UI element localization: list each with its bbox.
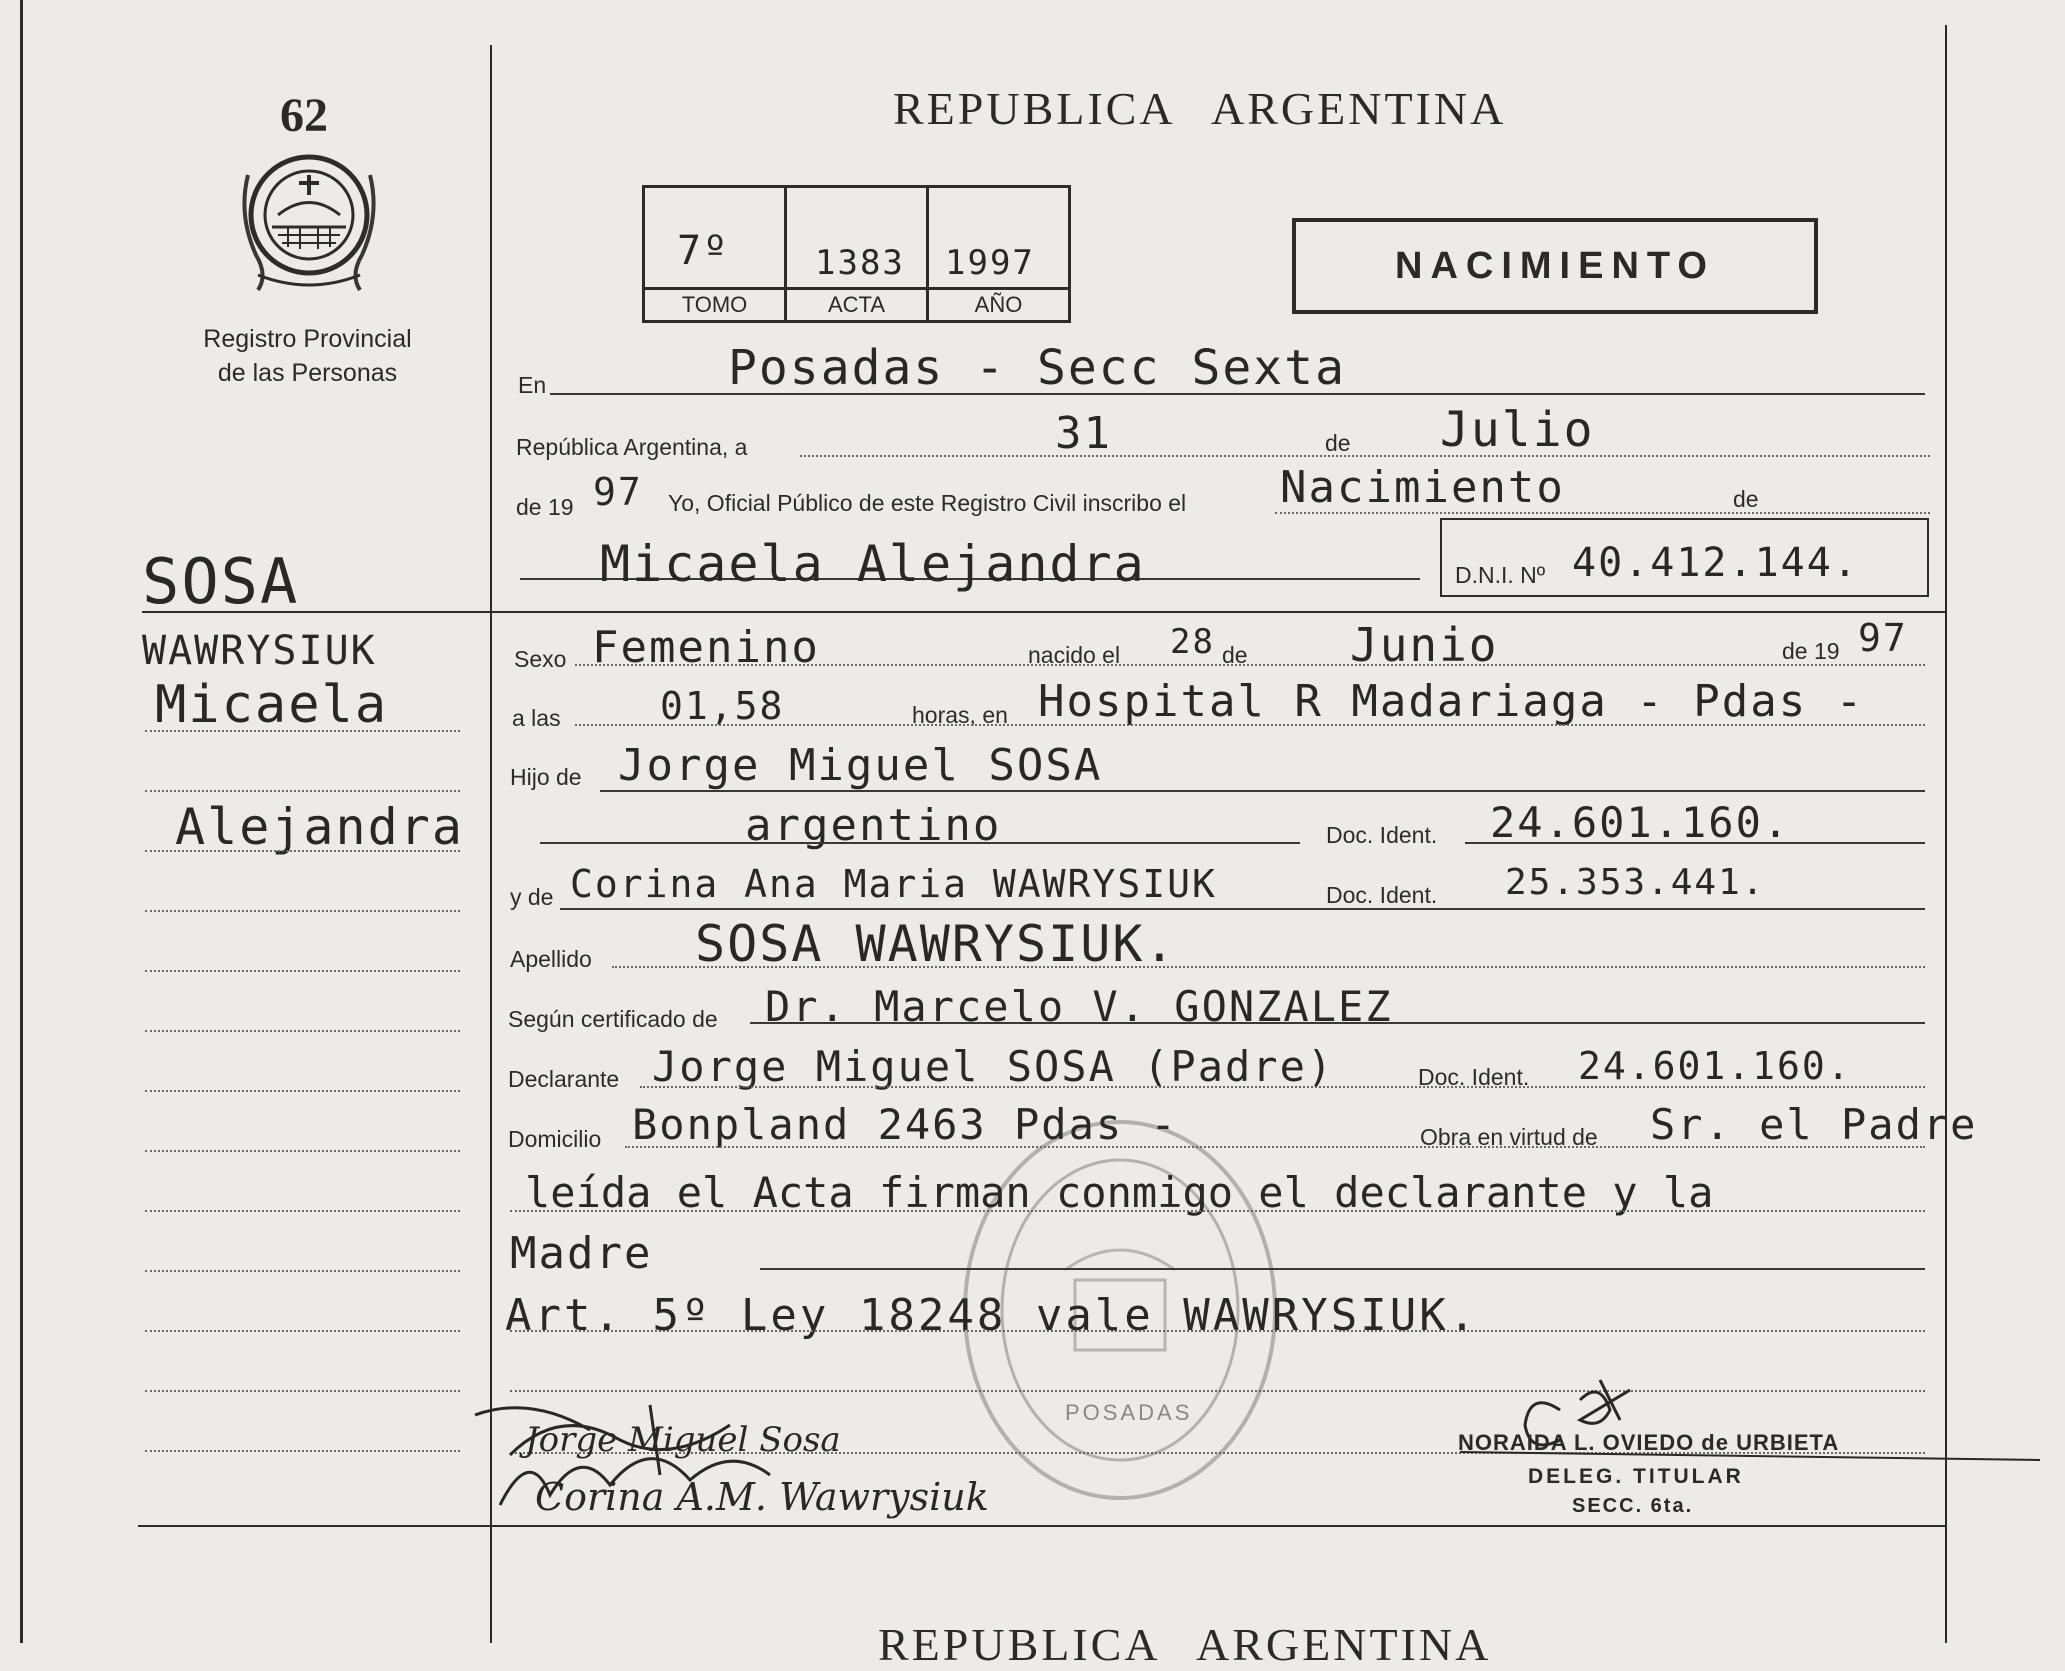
day-value: 31: [1055, 408, 1112, 459]
margin-line: [145, 1030, 460, 1032]
tomo-label: TOMO: [645, 287, 784, 320]
margin-line: [145, 790, 460, 792]
father-doc-line: [1465, 842, 1925, 844]
margin-middle-name: Alejandra: [175, 798, 464, 856]
header-divider: [142, 611, 1947, 613]
father-line: [600, 790, 1925, 792]
father-nationality: argentino: [745, 800, 1002, 851]
official-name: NORAIDA L. OVIEDO de URBIETA: [1458, 1430, 1840, 1455]
tomo-value: 7º: [677, 228, 730, 274]
sexo-label: Sexo: [514, 646, 567, 672]
record-end-divider: [138, 1525, 1945, 1527]
certificate-line: [750, 1022, 1925, 1024]
margin-surname-2: WAWRYSIUK: [142, 628, 377, 674]
margin-line: [145, 1210, 460, 1212]
obra-label: Obra en virtud de: [1420, 1124, 1598, 1150]
page-number: 62: [280, 89, 328, 142]
declarante-label: Declarante: [508, 1066, 620, 1092]
name-value: Micaela Alejandra: [600, 535, 1146, 593]
margin-line: [145, 1090, 460, 1092]
segun-label: Según certificado de: [508, 1006, 718, 1032]
declarante-line: [640, 1086, 1925, 1088]
horas-label: horas, en: [912, 702, 1008, 728]
hour-value: 01,58: [660, 684, 785, 728]
mother-line: [560, 908, 1925, 910]
record-box: [642, 185, 1071, 323]
en-label: En: [518, 372, 547, 398]
declarante-doc-value: 24.601.160.: [1578, 1044, 1852, 1088]
ano-value: 1997: [945, 243, 1035, 283]
margin-line: [145, 1330, 460, 1332]
obra-value: Sr. el Padre: [1650, 1100, 1978, 1149]
certificate-value: Dr. Marcelo V. GONZALEZ: [765, 982, 1393, 1031]
born-year-prefix: de 19: [1782, 638, 1840, 664]
margin-line: [145, 910, 460, 912]
ano-label: AÑO: [929, 287, 1068, 320]
signer-2: Corina A.M. Wawrysiuk: [535, 1475, 989, 1519]
signer-1: Jorge Miguel Sosa: [525, 1420, 841, 1460]
nationality-line: [540, 842, 1300, 844]
date-line: [800, 455, 1930, 457]
margin-line: [145, 1450, 460, 1452]
provincia-de-misiones-seal-icon: [238, 135, 380, 300]
margin-surname-1: SOSA: [142, 545, 300, 618]
mother-label: y de: [510, 884, 554, 910]
sexo-line: [575, 664, 1925, 666]
tomo-cell: [645, 188, 787, 320]
obs-line-3: [510, 1330, 1925, 1332]
en-value: Posadas - Secc Sexta: [728, 340, 1346, 396]
observations-line-2: Madre: [510, 1228, 653, 1279]
obs-line-2: [760, 1268, 1925, 1270]
de-label-3: de: [1222, 642, 1248, 668]
observations-line-3: Art. 5º Ley 18248 vale WAWRYSIUK.: [505, 1290, 1479, 1341]
doc-ident-label-3: Doc. Ident.: [1418, 1064, 1530, 1090]
year-value: 97: [593, 470, 643, 514]
month-value: Julio: [1440, 402, 1595, 458]
domicilio-label: Domicilio: [508, 1126, 602, 1152]
sexo-value: Femenino: [592, 622, 820, 673]
year-prefix-label: de 19: [516, 494, 574, 520]
born-year-value: 97: [1858, 616, 1908, 660]
margin-first-name: Micaela: [155, 675, 389, 735]
ano-cell: [929, 188, 1068, 320]
registry-name: [160, 322, 455, 390]
de-label-2: de: [1733, 486, 1759, 512]
margin-line: [145, 850, 460, 852]
acta-value: 1383: [815, 243, 905, 283]
margin-line: [145, 730, 460, 732]
dni-label: D.N.I. Nº: [1455, 562, 1546, 588]
apellido-value: SOSA WAWRYSIUK.: [695, 915, 1177, 973]
father-value: Jorge Miguel SOSA: [618, 740, 1103, 791]
father-doc-value: 24.601.160.: [1490, 798, 1791, 847]
document-type-box: [1292, 218, 1818, 314]
registry-line-1: Registro Provincial: [203, 325, 412, 353]
acta-label: ACTA: [787, 287, 926, 320]
stamp-city: POSADAS: [1065, 1400, 1193, 1425]
obs-line-1: [510, 1210, 1925, 1212]
official-title: DELEG. TITULAR: [1528, 1465, 1744, 1488]
declarante-value: Jorge Miguel SOSA (Padre): [652, 1042, 1335, 1091]
document-type: NACIMIENTO: [1395, 245, 1715, 287]
act-line: [1275, 512, 1930, 514]
doc-ident-label-2: Doc. Ident.: [1326, 882, 1438, 908]
margin-line: [145, 1150, 460, 1152]
apellido-line: [612, 966, 1925, 968]
doc-ident-label: Doc. Ident.: [1326, 822, 1438, 848]
margin-line: [145, 1270, 460, 1272]
official-section: SECC. 6ta.: [1572, 1495, 1694, 1517]
document-title: REPUBLICA ARGENTINA: [893, 83, 1507, 134]
domicilio-value: Bonpland 2463 Pdas -: [632, 1100, 1178, 1149]
margin-line: [145, 970, 460, 972]
mother-value: Corina Ana Maria WAWRYSIUK: [570, 862, 1217, 906]
place-value: Hospital R Madariaga - Pdas -: [1038, 676, 1865, 727]
act-value: Nacimiento: [1280, 462, 1565, 513]
hour-line: [575, 724, 1925, 726]
dni-value: 40.412.144.: [1572, 540, 1859, 586]
official-signature-graphic: [1460, 1370, 2060, 1475]
born-day-value: 28: [1170, 622, 1215, 662]
domicilio-line: [625, 1146, 1925, 1148]
footer-title: REPUBLICA ARGENTINA: [878, 1619, 1492, 1670]
yo-label: Yo, Oficial Público de este Registro Civil inscribo el: [668, 490, 1187, 516]
republica-label: República Argentina, a: [516, 434, 748, 460]
born-month-value: Junio: [1350, 618, 1499, 672]
acta-cell: [787, 188, 929, 320]
de-label: de: [1325, 430, 1351, 456]
observations-line-1: leída el Acta firman conmigo el declarante y la: [525, 1168, 1714, 1217]
apellido-label: Apellido: [510, 946, 592, 972]
mother-doc-value: 25.353.441.: [1505, 862, 1766, 903]
hijo-label: Hijo de: [510, 764, 582, 790]
left-page-border: [20, 0, 23, 1643]
a-las-label: a las: [512, 705, 561, 731]
registry-line-2: de las Personas: [217, 359, 398, 387]
margin-line: [145, 1390, 460, 1392]
nacido-label: nacido el: [1028, 642, 1121, 668]
